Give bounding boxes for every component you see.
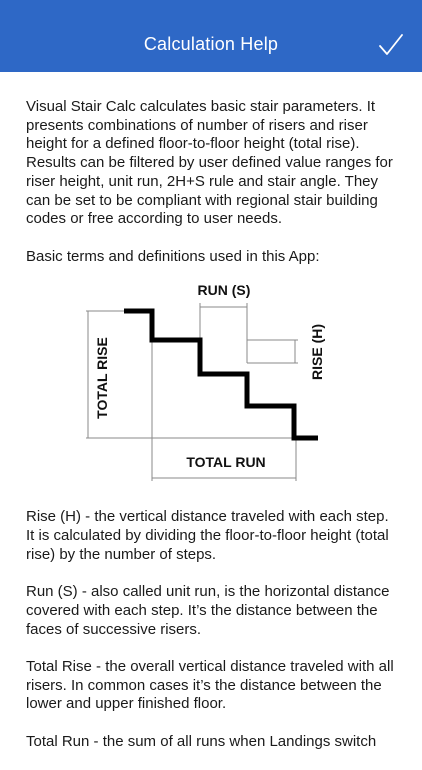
terms-heading: Basic terms and definitions used in this App: bbox=[26, 247, 320, 265]
help-content bbox=[26, 98, 398, 770]
definition-total-rise: Total Rise - the overall vertical distance traveled with all risers. In common cases it’s the distance between the lower and upper finished floor. bbox=[26, 657, 394, 713]
run-label: RUN (S) bbox=[197, 282, 251, 299]
stair-diagram bbox=[26, 278, 398, 492]
intro-paragraph: Visual Stair Calc calculates basic stair parameters. It presents combinations of number of risers and riser height for a defined floor-to-floor height (total rise). Results can be filtered by user defined value ranges for riser height, unit run, 2H+S rule and stair angle. They can be set to be compliant with regional stair building codes or free according to user needs. bbox=[26, 98, 393, 228]
navigation-bar bbox=[0, 0, 422, 72]
page-title: Calculation Help bbox=[143, 34, 279, 54]
definition-rise: Rise (H) - the vertical distance traveled with each step. It is calculated by dividing the floor-to-floor height (total rise) by the number of steps. bbox=[26, 508, 389, 563]
definition-total-run: Total Run - the sum of all runs when Landings switch bbox=[26, 732, 377, 750]
total-run-label: TOTAL RUN bbox=[186, 454, 266, 471]
total-rise-label: TOTAL RISE bbox=[94, 337, 110, 420]
definition-run: Run (S) - also called unit run, is the horizontal distance covered with each step. It’s the distance between the faces of successive risers. bbox=[26, 583, 390, 638]
rise-label: RISE (H) bbox=[309, 324, 325, 381]
checkmark-icon[interactable] bbox=[378, 33, 404, 57]
stair-diagram-graphic bbox=[26, 278, 398, 492]
